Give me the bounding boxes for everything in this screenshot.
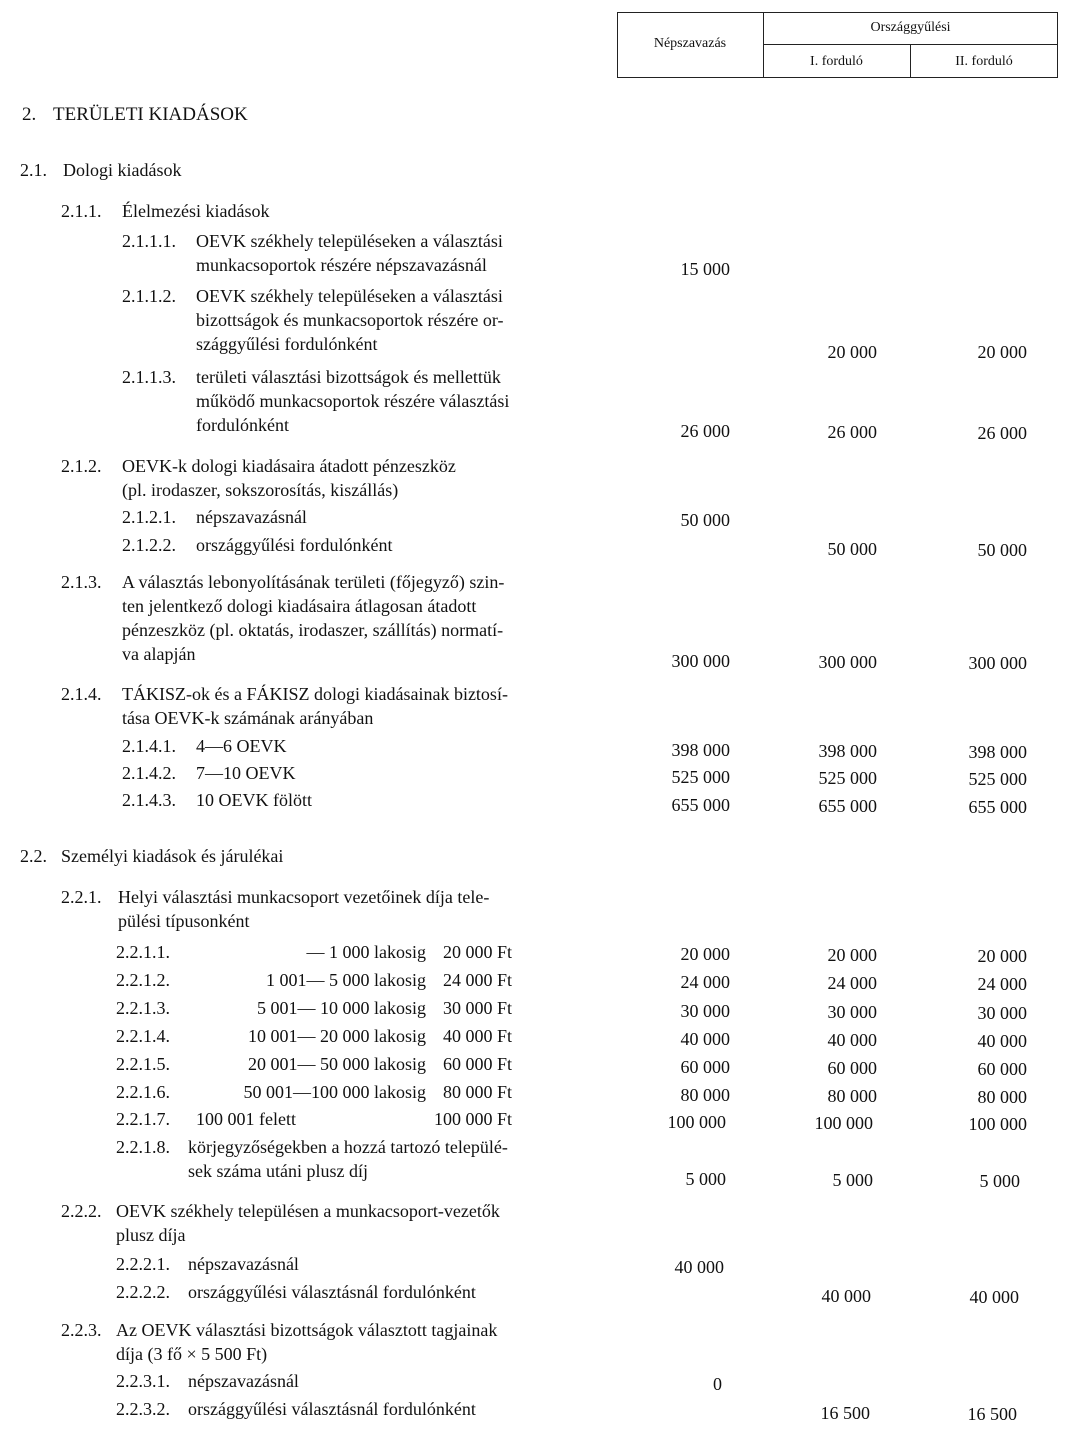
item-2-2-3-2-label: országgyűlési választásnál fordulónként [188, 1399, 476, 1419]
value-2-1-4-2-nepszavazas: 525 000 [671, 767, 730, 787]
item-2-2-1-8-line2: sek száma utáni plusz díj [188, 1161, 368, 1181]
item-2-1-3-line2: ten jelentkező dologi kiadásaira átlagosan átadott [122, 596, 477, 616]
item-2-2-3-number: 2.2.3. [61, 1320, 102, 1340]
value-2-2-1-3-forduló-1: 30 000 [827, 1002, 877, 1022]
value-2-2-1-7-forduló-2: 100 000 [968, 1114, 1027, 1134]
value-2-2-1-2-forduló-2: 24 000 [977, 974, 1027, 994]
item-2-1-4-3-number: 2.1.4.3. [122, 790, 176, 810]
value-2-1-3-nepszavazas: 300 000 [671, 651, 730, 671]
value-2-2-3-2-forduló-2: 16 500 [967, 1404, 1017, 1424]
value-2-2-1-2-forduló-1: 24 000 [827, 973, 877, 993]
item-2-2-2-1-label: népszavazásnál [188, 1254, 299, 1274]
value-2-2-2-2-forduló-2: 40 000 [969, 1287, 1019, 1307]
item-2-2-1-line2: pülési típusonként [118, 911, 250, 931]
item-2-2-3-2-number: 2.2.3.2. [116, 1399, 170, 1419]
value-2-2-1-5-forduló-1: 60 000 [827, 1058, 877, 1078]
item-2-2-3-1-label: népszavazásnál [188, 1371, 299, 1391]
item-2-2-1-8-line1: körjegyzőségekben a hozzá tartozó települé- [188, 1137, 508, 1157]
item-2-2-1-number: 2.2.1. [61, 887, 102, 907]
value-2-2-1-1-forduló-1: 20 000 [827, 945, 877, 965]
item-2-1-1-1-number: 2.1.1.1. [122, 231, 176, 251]
header-forduló-2: II. forduló [955, 54, 1013, 69]
item-2-2-1-7-number: 2.2.1.7. [116, 1109, 170, 1129]
value-2-1-1-3-forduló-1: 26 000 [827, 422, 877, 442]
item-2-1-4-line2: tása OEVK-k számának arányában [122, 708, 374, 728]
value-2-1-4-1-forduló-2: 398 000 [968, 742, 1027, 762]
item-2-2-3-line2: díja (3 fő × 5 500 Ft) [116, 1344, 268, 1364]
value-2-2-1-1-nepszavazas: 20 000 [680, 944, 730, 964]
item-2-1-3-line4: va alapján [122, 644, 196, 664]
value-2-2-1-6-forduló-2: 80 000 [977, 1087, 1027, 1107]
item-2-1-4-2-label: 7—10 OEVK [196, 763, 296, 783]
value-2-2-3-2-forduló-1: 16 500 [820, 1403, 870, 1423]
value-2-2-1-6-forduló-1: 80 000 [827, 1086, 877, 1106]
item-2-2-1-4-range: 10 001— 20 000 lakosig [248, 1026, 426, 1046]
item-2-2-1-5-amount: 60 000 Ft [442, 1054, 512, 1074]
value-2-2-1-5-forduló-2: 60 000 [977, 1059, 1027, 1079]
value-2-1-4-3-forduló-2: 655 000 [968, 797, 1027, 817]
item-2-2-2-2-label: országgyűlési választásnál fordulónként [188, 1282, 476, 1302]
item-2-1-2-2-label: országgyűlési fordulónként [196, 535, 393, 555]
header-nepszavazas: Népszavazás [653, 36, 727, 51]
item-2-1-4-1-label: 4—6 OEVK [196, 736, 287, 756]
value-2-2-3-1-nepszavazas: 0 [713, 1374, 722, 1394]
item-2-2-1-4-amount: 40 000 Ft [442, 1026, 512, 1046]
item-2-2-1-4-number: 2.2.1.4. [116, 1026, 170, 1046]
value-2-2-1-7-nepszavazas: 100 000 [667, 1112, 726, 1132]
item-2-1-2-1-number: 2.1.2.1. [122, 507, 176, 527]
value-2-2-1-8-forduló-1: 5 000 [832, 1170, 873, 1190]
item-2-1-1-3-line2: működő munkacsoportok részére választási [196, 391, 510, 411]
section-2-title: TERÜLETI KIADÁSOK [53, 104, 248, 125]
section-2-2-title: Személyi kiadások és járulékai [61, 846, 284, 866]
item-2-2-1-1-amount: 20 000 Ft [442, 942, 512, 962]
item-2-2-1-2-range: 1 001— 5 000 lakosig [266, 970, 426, 990]
value-2-1-4-3-nepszavazas: 655 000 [671, 795, 730, 815]
value-2-2-1-8-nepszavazas: 5 000 [685, 1169, 726, 1189]
value-2-2-1-1-forduló-2: 20 000 [977, 946, 1027, 966]
item-2-2-1-5-number: 2.2.1.5. [116, 1054, 170, 1074]
item-2-2-2-1-number: 2.2.2.1. [116, 1254, 170, 1274]
value-2-2-1-4-forduló-1: 40 000 [827, 1030, 877, 1050]
value-2-2-1-6-nepszavazas: 80 000 [680, 1085, 730, 1105]
item-2-2-1-2-amount: 24 000 Ft [442, 970, 512, 990]
item-2-2-2-line2: plusz díja [116, 1225, 186, 1245]
item-2-1-2-number: 2.1.2. [61, 456, 102, 476]
item-2-2-1-3-number: 2.2.1.3. [116, 998, 170, 1018]
value-2-2-1-8-forduló-2: 5 000 [979, 1171, 1020, 1191]
item-2-1-1-1-line1: OEVK székhely településeken a választási [196, 231, 503, 251]
item-2-1-1-2-line1: OEVK székhely településeken a választási [196, 286, 503, 306]
header-orszaggyulesi: Országgyűlési [870, 20, 951, 35]
value-2-1-1-3-forduló-2: 26 000 [977, 423, 1027, 443]
value-2-1-1-2-forduló-2: 20 000 [977, 342, 1027, 362]
value-2-1-4-2-forduló-2: 525 000 [968, 769, 1027, 789]
item-2-1-1-2-line3: szággyűlési fordulónként [196, 334, 378, 354]
value-2-1-3-forduló-2: 300 000 [968, 653, 1027, 673]
item-2-1-1-3-number: 2.1.1.3. [122, 367, 176, 387]
value-2-2-1-5-nepszavazas: 60 000 [680, 1057, 730, 1077]
item-2-1-4-number: 2.1.4. [61, 684, 102, 704]
item-2-1-1-3-line1: területi választási bizottságok és mellettük [196, 367, 501, 387]
item-2-1-2-2-number: 2.1.2.2. [122, 535, 176, 555]
value-2-1-3-forduló-1: 300 000 [818, 652, 877, 672]
header-forduló-1: I. forduló [810, 54, 863, 69]
item-2-2-2-line1: OEVK székhely településen a munkacsoport-vezetők [116, 1201, 500, 1221]
value-2-1-1-1-nepszavazas: 15 000 [680, 259, 730, 279]
item-2-1-1-3-line3: fordulónként [196, 415, 289, 435]
value-2-2-1-2-nepszavazas: 24 000 [680, 972, 730, 992]
item-2-2-1-2-number: 2.2.1.2. [116, 970, 170, 990]
value-2-2-2-1-nepszavazas: 40 000 [674, 1257, 724, 1277]
item-2-1-4-1-number: 2.1.4.1. [122, 736, 176, 756]
item-2-1-1-1-line2: munkacsoportok részére népszavazásnál [196, 255, 487, 275]
value-2-1-4-1-forduló-1: 398 000 [818, 741, 877, 761]
value-2-1-2-2-forduló-1: 50 000 [827, 539, 877, 559]
value-2-1-4-1-nepszavazas: 398 000 [671, 740, 730, 760]
value-2-2-1-3-forduló-2: 30 000 [977, 1003, 1027, 1023]
section-2-1-title: Dologi kiadások [63, 160, 182, 180]
item-2-2-1-7-range: 100 001 felett [196, 1109, 296, 1129]
section-2-number: 2. [22, 104, 37, 125]
value-2-1-2-1-nepszavazas: 50 000 [680, 510, 730, 530]
item-2-2-1-line1: Helyi választási munkacsoport vezetőinek díja tele- [118, 887, 490, 907]
value-2-2-1-7-forduló-1: 100 000 [814, 1113, 873, 1133]
value-2-1-1-2-forduló-1: 20 000 [827, 342, 877, 362]
item-2-2-1-5-range: 20 001— 50 000 lakosig [248, 1054, 426, 1074]
item-2-2-1-6-range: 50 001—100 000 lakosig [243, 1082, 426, 1102]
item-2-2-1-3-range: 5 001— 10 000 lakosig [257, 998, 426, 1018]
value-2-1-2-2-forduló-2: 50 000 [977, 540, 1027, 560]
item-2-2-1-7-amount: 100 000 Ft [433, 1109, 512, 1129]
value-2-2-1-3-nepszavazas: 30 000 [680, 1001, 730, 1021]
item-2-1-1-number: 2.1.1. [61, 201, 102, 221]
item-2-1-4-3-label: 10 OEVK fölött [196, 790, 312, 810]
value-2-1-1-3-nepszavazas: 26 000 [680, 421, 730, 441]
item-2-2-1-6-amount: 80 000 Ft [442, 1082, 512, 1102]
item-2-2-2-2-number: 2.2.2.2. [116, 1282, 170, 1302]
value-2-1-4-2-forduló-1: 525 000 [818, 768, 877, 788]
item-2-2-1-1-number: 2.2.1.1. [116, 942, 170, 962]
item-2-2-1-8-number: 2.2.1.8. [116, 1137, 170, 1157]
item-2-1-2-1-label: népszavazásnál [196, 507, 307, 527]
item-2-1-3-line3: pénzeszköz (pl. oktatás, irodaszer, szállítás) normatí- [122, 620, 504, 640]
value-2-1-4-3-forduló-1: 655 000 [818, 796, 877, 816]
item-2-1-3-line1: A választás lebonyolításának területi (főjegyző) szin- [122, 572, 505, 592]
section-2-1-number: 2.1. [20, 160, 47, 180]
item-2-2-1-3-amount: 30 000 Ft [442, 998, 512, 1018]
item-2-2-2-number: 2.2.2. [61, 1201, 102, 1221]
item-2-1-4-line1: TÁKISZ-ok és a FÁKISZ dologi kiadásainak biztosí- [122, 684, 508, 704]
item-2-1-4-2-number: 2.1.4.2. [122, 763, 176, 783]
item-2-2-3-line1: Az OEVK választási bizottságok választott tagjainak [116, 1320, 498, 1340]
value-2-2-1-4-nepszavazas: 40 000 [680, 1029, 730, 1049]
item-2-1-2-line1: OEVK-k dologi kiadásaira átadott pénzeszköz [122, 456, 456, 476]
value-2-2-2-2-forduló-1: 40 000 [821, 1286, 871, 1306]
item-2-1-3-number: 2.1.3. [61, 572, 102, 592]
item-2-1-1-2-number: 2.1.1.2. [122, 286, 176, 306]
item-2-2-3-1-number: 2.2.3.1. [116, 1371, 170, 1391]
item-2-2-1-1-range: — 1 000 lakosig [306, 942, 426, 962]
section-2-2-number: 2.2. [20, 846, 47, 866]
value-2-2-1-4-forduló-2: 40 000 [977, 1031, 1027, 1051]
item-2-1-1-2-line2: bizottságok és munkacsoportok részére or- [196, 310, 504, 330]
item-2-1-2-line2: (pl. irodaszer, sokszorosítás, kiszállás) [122, 480, 399, 500]
item-2-1-1-label: Élelmezési kiadások [122, 201, 270, 221]
item-2-2-1-6-number: 2.2.1.6. [116, 1082, 170, 1102]
